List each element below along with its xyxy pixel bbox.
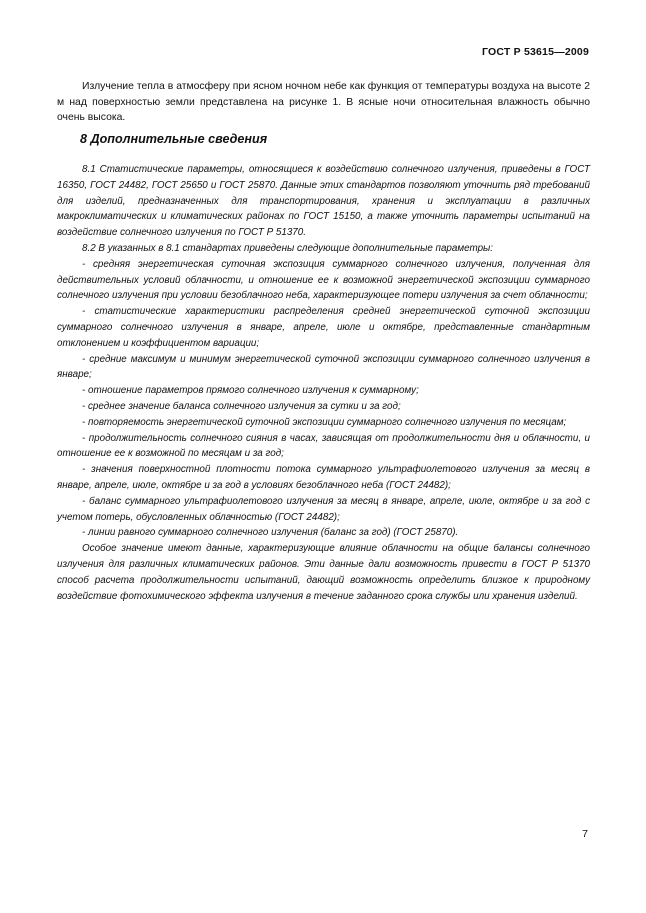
paragraph-8-1: 8.1 Статистические параметры, относящиеся к воздействию солнечного излучения, приведены в ГОСТ 16350, ГОСТ 24482, ГОСТ 25650 и ГОСТ 25870. Данные этих стандартов позволяют уточнить ряд требований для изделий, предназначенных для транспортирования, хранения и эксплуатации в различных макроклиматических и климатических районах по ГОСТ 15150, а также уточнить параметры испытаний на воздействие солнечного излучения по ГОСТ Р 51370. <box>57 164 590 239</box>
list-item: - средняя энергетическая суточная экспозиция суммарного солнечного излучения, полученная для действительных условий облачности, и отношение ее к возможной энергетической экспозиции суммарного солнечного излучения при условии безоблачного неба, характеризующее потери излучения за счет облачности; <box>57 258 590 302</box>
intro-text: Излучение тепла в атмосферу при ясном ночном небе как функция от температуры воздуха на высоте 2 м над поверхностью земли представлена на рисунке 1. В ясные ночи относительная влажность обычно очень высока. <box>57 81 590 124</box>
list-item: - среднее значение баланса солнечного излучения за сутки и за год; <box>82 400 401 412</box>
list-item: - продолжительность солнечного сияния в часах, зависящая от продолжительности дня и облачности, и отношение ее к возможной по месяцам и за год; <box>57 432 590 460</box>
paragraph-8-2: 8.2 В указанных в 8.1 стандартах приведены следующие дополнительные параметры: <box>82 242 494 254</box>
list-item: - средние максимум и минимум энергетической суточной экспозиции суммарного солнечного излучения в январе; <box>57 353 590 381</box>
list-item: - статистические характеристики распределения средней энергетической суточной экспозиции суммарного солнечного излучения в январе, апреле, июле и октябре, представленные стандартным отклонением и коэффициентом вариации; <box>57 306 590 349</box>
document-code-header: ГОСТ Р 53615—2009 <box>481 46 589 58</box>
list-item: - отношение параметров прямого солнечного излучения к суммарному; <box>82 385 419 397</box>
page-number: 7 <box>582 828 588 840</box>
closing-paragraph: Особое значение имеют данные, характеризующие влияние облачности на общие балансы солнечного излучения для различных климатических районов. Эти данные дали возможность привести в ГОСТ Р 51370 способ расчета продолжительности испытаний, дающий возможность определить близкое к природному воздействие фотохимического эффекта излучения в течение заданного срока службы или хранения изделий. <box>57 543 590 602</box>
list-item: - линии равного суммарного солнечного излучения (баланс за год) (ГОСТ 25870). <box>82 527 459 539</box>
section-body <box>57 162 590 604</box>
list-item: - значения поверхностной плотности потока суммарного ультрафиолетового излучения за месяц в январе, апреле, июле, октябре и за год в условиях безоблачного неба (ГОСТ 24482); <box>57 464 590 491</box>
section-heading: 8 Дополнительные сведения <box>80 132 268 146</box>
intro-paragraph <box>57 79 590 126</box>
list-item: - баланс суммарного ультрафиолетового излучения за месяц в январе, апреле, июле, октябре и за год с учетом потерь, обусловленных облачностью (ГОСТ 24482); <box>57 495 590 523</box>
list-item: - повторяемость энергетической суточной экспозиции суммарного солнечного излучения по месяцам; <box>82 416 567 428</box>
